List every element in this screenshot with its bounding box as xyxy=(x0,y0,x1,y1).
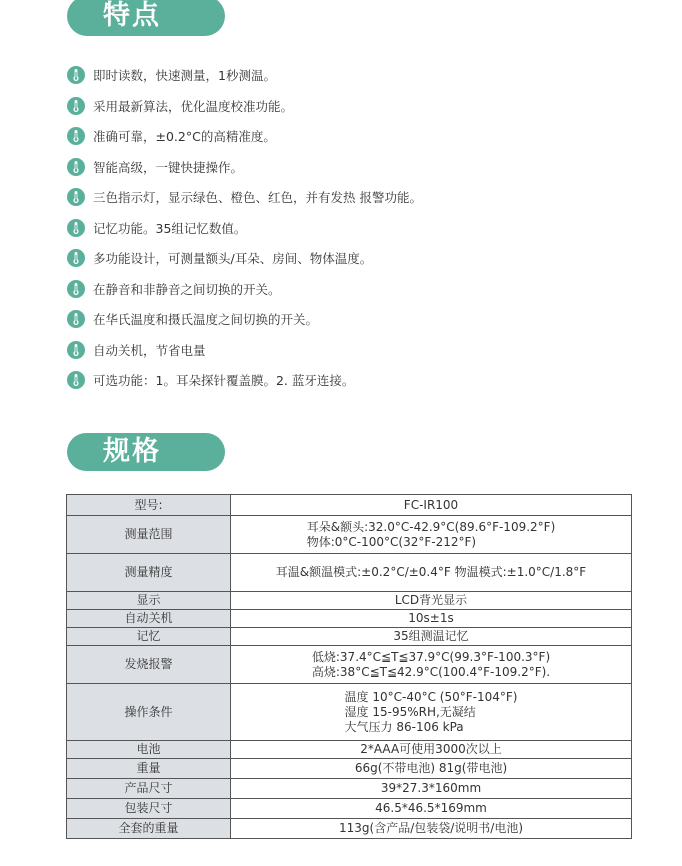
spec-row xyxy=(67,759,632,779)
spec-row xyxy=(67,495,632,516)
thermometer-icon xyxy=(67,97,85,115)
spec-value xyxy=(231,759,632,779)
spec-key: 测量范围 xyxy=(67,516,231,554)
spec-value xyxy=(231,610,632,628)
spec-value-line: 113g(含产品/包装袋/说明书/电池) xyxy=(338,821,523,835)
spec-row xyxy=(67,592,632,610)
spec-value xyxy=(231,516,632,554)
spec-value xyxy=(231,592,632,610)
spec-value-line: 温度 10°C-40°C (50°F-104°F) xyxy=(344,689,518,704)
spec-key: 重量 xyxy=(67,759,231,779)
thermometer-icon xyxy=(67,188,85,206)
spec-value xyxy=(231,779,632,799)
feature-text: 多功能设计，可测量额头/耳朵、房间、物体温度。 xyxy=(93,251,373,267)
feature-item xyxy=(67,91,627,122)
thermometer-icon xyxy=(67,249,85,267)
spec-row xyxy=(67,799,632,819)
spec-value-line: 46.5*46.5*169mm xyxy=(375,801,487,815)
thermometer-icon xyxy=(67,219,85,237)
spec-key: 型号: xyxy=(67,495,231,516)
spec-value-line: 耳朵&额头:32.0°C-42.9°C(89.6°F-109.2°F) xyxy=(306,519,556,534)
spec-value-line: 10s±1s xyxy=(408,611,454,625)
spec-key: 显示 xyxy=(67,592,231,610)
spec-value xyxy=(231,799,632,819)
spec-value-line: LCD背光显示 xyxy=(394,593,468,607)
spec-value xyxy=(231,684,632,741)
spec-row xyxy=(67,516,632,554)
feature-text: 智能高级，一键快捷操作。 xyxy=(93,159,244,175)
spec-row xyxy=(67,646,632,684)
spec-value-line: 高烧:38°C≦T≦42.9°C(100.4°F-109.2°F). xyxy=(311,664,551,679)
thermometer-icon xyxy=(67,310,85,328)
spec-value-line: 大气压力 86-106 kPa xyxy=(344,719,464,734)
spec-value-line: FC-IR100 xyxy=(403,497,459,512)
spec-value-line: 物体:0°C-100°C(32°F-212°F) xyxy=(306,534,477,549)
spec-row xyxy=(67,741,632,759)
spec-value xyxy=(231,628,632,646)
feature-item xyxy=(67,365,627,396)
spec-value xyxy=(231,819,632,839)
spec-key: 全套的重量 xyxy=(67,819,231,839)
spec-value-line: 湿度 15-95%RH,无凝结 xyxy=(344,704,476,719)
feature-item xyxy=(67,152,627,183)
thermometer-icon xyxy=(67,158,85,176)
spec-row xyxy=(67,628,632,646)
feature-text: 采用最新算法，优化温度校准功能。 xyxy=(93,98,294,114)
spec-value-line: 66g(不带电池) 81g(带电池) xyxy=(354,761,508,775)
spec-table xyxy=(66,494,632,839)
spec-value-line: 2*AAA可使用3000次以上 xyxy=(360,742,502,756)
spec-row xyxy=(67,610,632,628)
feature-list xyxy=(67,60,627,396)
feature-text: 三色指示灯，显示绿色、橙色、红色，并有发热 报警功能。 xyxy=(93,190,422,206)
thermometer-icon xyxy=(67,127,85,145)
feature-text: 可选功能：1。耳朵探针覆盖膜。2. 蓝牙连接。 xyxy=(93,373,355,389)
spec-value-line: 35组测温记忆 xyxy=(393,629,469,643)
specs-heading: 规格 xyxy=(67,433,225,471)
feature-item xyxy=(67,335,627,366)
features-heading: 特点 xyxy=(67,0,225,36)
feature-text: 在华氏温度和摄氏温度之间切换的开关。 xyxy=(93,312,319,328)
spec-key: 记忆 xyxy=(67,628,231,646)
feature-item xyxy=(67,121,627,152)
thermometer-icon xyxy=(67,341,85,359)
spec-row xyxy=(67,819,632,839)
spec-row xyxy=(67,779,632,799)
spec-row xyxy=(67,554,632,592)
feature-item xyxy=(67,304,627,335)
spec-key: 电池 xyxy=(67,741,231,759)
feature-text: 准确可靠，±0.2°C的高精准度。 xyxy=(93,129,276,145)
spec-key: 操作条件 xyxy=(67,684,231,741)
spec-value-line: 39*27.3*160mm xyxy=(380,781,482,795)
feature-text: 记忆功能。35组记忆数值。 xyxy=(93,220,247,236)
thermometer-icon xyxy=(67,371,85,389)
feature-text: 在静音和非静音之间切换的开关。 xyxy=(93,281,281,297)
feature-text: 自动关机，节省电量 xyxy=(93,342,206,358)
spec-value xyxy=(231,554,632,592)
thermometer-icon xyxy=(67,66,85,84)
spec-key: 测量精度 xyxy=(67,554,231,592)
spec-row xyxy=(67,684,632,741)
spec-key: 产品尺寸 xyxy=(67,779,231,799)
thermometer-icon xyxy=(67,280,85,298)
feature-item xyxy=(67,243,627,274)
spec-value xyxy=(231,495,632,516)
spec-value xyxy=(231,741,632,759)
feature-text: 即时读数，快速测量，1秒测温。 xyxy=(93,68,276,84)
spec-value xyxy=(231,646,632,684)
feature-item xyxy=(67,274,627,305)
spec-value-line: 耳温&额温模式:±0.2°C/±0.4°F 物温模式:±1.0°C/1.8°F xyxy=(275,565,587,579)
feature-item xyxy=(67,182,627,213)
spec-key: 自动关机 xyxy=(67,610,231,628)
spec-key: 发烧报警 xyxy=(67,646,231,684)
spec-value-line: 低烧:37.4°C≦T≦37.9°C(99.3°F-100.3°F) xyxy=(311,649,551,664)
feature-item xyxy=(67,213,627,244)
feature-item xyxy=(67,60,627,91)
spec-key: 包装尺寸 xyxy=(67,799,231,819)
